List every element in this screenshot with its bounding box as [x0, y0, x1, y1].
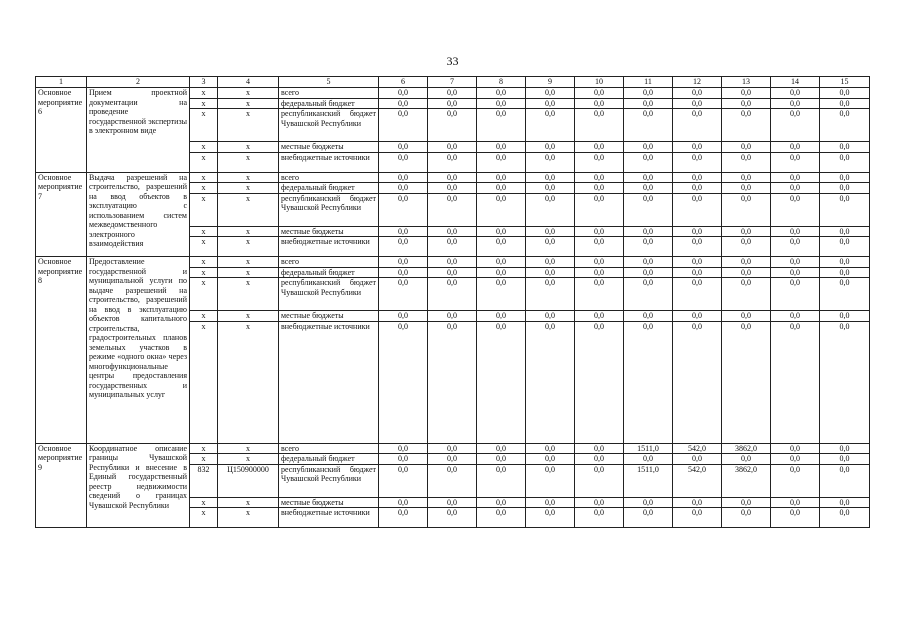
value-cell: 0,0 — [526, 226, 575, 237]
value-cell: 0,0 — [624, 183, 673, 194]
value-cell: 0,0 — [575, 98, 624, 109]
agency-code-cell: х — [190, 237, 218, 257]
funding-source-cell: всего — [279, 257, 379, 268]
value-cell: 0,0 — [428, 278, 477, 311]
value-cell: 0,0 — [722, 237, 771, 257]
value-cell: 0,0 — [771, 267, 820, 278]
budget-code-cell: х — [218, 454, 279, 465]
value-cell: 0,0 — [722, 321, 771, 443]
value-cell: 0,0 — [673, 454, 722, 465]
value-cell: 0,0 — [722, 257, 771, 268]
value-cell: 0,0 — [673, 193, 722, 226]
value-cell: 542,0 — [673, 443, 722, 454]
value-cell: 0,0 — [379, 237, 428, 257]
value-cell: 0,0 — [379, 152, 428, 172]
value-cell: 0,0 — [379, 172, 428, 183]
value-cell: 1511,0 — [624, 443, 673, 454]
funding-source-cell: местные бюджеты — [279, 311, 379, 322]
event-title-cell: Прием проектной документации на проведение государственной экспертизы в электронном виде — [87, 88, 190, 173]
value-cell: 0,0 — [673, 237, 722, 257]
value-cell: 0,0 — [722, 278, 771, 311]
value-cell: 0,0 — [477, 464, 526, 497]
value-cell: 0,0 — [820, 183, 870, 194]
value-cell: 0,0 — [722, 109, 771, 142]
value-cell: 0,0 — [771, 257, 820, 268]
value-cell: 0,0 — [575, 311, 624, 322]
value-cell: 0,0 — [722, 508, 771, 528]
budget-table — [35, 76, 870, 528]
value-cell: 0,0 — [526, 321, 575, 443]
header-cell-1: 1 — [36, 77, 87, 88]
header-cell-13: 13 — [722, 77, 771, 88]
funding-source-cell: внебюджетные источники — [279, 321, 379, 443]
value-cell: 0,0 — [771, 109, 820, 142]
value-cell: 3862,0 — [722, 443, 771, 454]
budget-code-cell: х — [218, 267, 279, 278]
budget-code-cell: х — [218, 183, 279, 194]
value-cell: 0,0 — [575, 237, 624, 257]
value-cell: 0,0 — [379, 321, 428, 443]
value-cell: 0,0 — [673, 321, 722, 443]
value-cell: 0,0 — [526, 152, 575, 172]
agency-code-cell: х — [190, 88, 218, 99]
value-cell: 0,0 — [820, 278, 870, 311]
value-cell: 0,0 — [477, 443, 526, 454]
value-cell: 0,0 — [477, 321, 526, 443]
value-cell: 0,0 — [477, 142, 526, 153]
header-cell-8: 8 — [477, 77, 526, 88]
value-cell: 0,0 — [526, 257, 575, 268]
funding-source-cell: всего — [279, 88, 379, 99]
value-cell: 0,0 — [624, 237, 673, 257]
header-cell-3: 3 — [190, 77, 218, 88]
value-cell: 0,0 — [575, 443, 624, 454]
value-cell: 0,0 — [673, 278, 722, 311]
value-cell: 0,0 — [722, 497, 771, 508]
agency-code-cell: 832 — [190, 464, 218, 497]
value-cell: 0,0 — [673, 226, 722, 237]
value-cell: 0,0 — [477, 172, 526, 183]
value-cell: 0,0 — [771, 183, 820, 194]
event-title-cell: Координатное описание границы Чувашской Республики и внесение в Единый государственный реестр недвижимости сведений о границах Чувашской Республики — [87, 443, 190, 528]
header-cell-9: 9 — [526, 77, 575, 88]
agency-code-cell: х — [190, 193, 218, 226]
header-cell-5: 5 — [279, 77, 379, 88]
value-cell: 1511,0 — [624, 464, 673, 497]
value-cell: 0,0 — [379, 464, 428, 497]
agency-code-cell: х — [190, 508, 218, 528]
value-cell: 0,0 — [624, 454, 673, 465]
value-cell: 0,0 — [428, 454, 477, 465]
value-cell: 0,0 — [575, 497, 624, 508]
value-cell: 0,0 — [820, 497, 870, 508]
value-cell: 0,0 — [722, 226, 771, 237]
value-cell: 0,0 — [722, 98, 771, 109]
value-cell: 0,0 — [820, 267, 870, 278]
value-cell: 0,0 — [722, 193, 771, 226]
value-cell: 0,0 — [820, 172, 870, 183]
budget-code-cell: х — [218, 278, 279, 311]
funding-source-cell: местные бюджеты — [279, 226, 379, 237]
value-cell: 0,0 — [526, 278, 575, 311]
value-cell: 0,0 — [477, 109, 526, 142]
value-cell: 0,0 — [575, 454, 624, 465]
value-cell: 0,0 — [428, 237, 477, 257]
agency-code-cell: х — [190, 142, 218, 153]
value-cell: 0,0 — [379, 267, 428, 278]
value-cell: 0,0 — [477, 311, 526, 322]
table-row — [36, 88, 870, 99]
value-cell: 0,0 — [575, 109, 624, 142]
budget-code-cell: х — [218, 88, 279, 99]
value-cell: 0,0 — [575, 193, 624, 226]
value-cell: 0,0 — [526, 443, 575, 454]
agency-code-cell: х — [190, 497, 218, 508]
budget-code-cell: х — [218, 237, 279, 257]
value-cell: 0,0 — [820, 257, 870, 268]
value-cell: 0,0 — [771, 152, 820, 172]
value-cell: 0,0 — [771, 142, 820, 153]
page-number: 33 — [446, 54, 459, 68]
value-cell: 0,0 — [820, 226, 870, 237]
table-row — [36, 443, 870, 454]
budget-code-cell: х — [218, 193, 279, 226]
value-cell: 0,0 — [526, 267, 575, 278]
value-cell: 0,0 — [673, 267, 722, 278]
budget-code-cell: Ц150900000 — [218, 464, 279, 497]
value-cell: 0,0 — [624, 321, 673, 443]
value-cell: 0,0 — [526, 464, 575, 497]
value-cell: 0,0 — [673, 508, 722, 528]
value-cell: 0,0 — [575, 142, 624, 153]
value-cell: 0,0 — [820, 237, 870, 257]
funding-source-cell: республиканский бюджет Чувашской Республики — [279, 464, 379, 497]
value-cell: 0,0 — [722, 267, 771, 278]
value-cell: 0,0 — [624, 508, 673, 528]
budget-code-cell: х — [218, 321, 279, 443]
value-cell: 0,0 — [575, 464, 624, 497]
header-cell-10: 10 — [575, 77, 624, 88]
header-cell-6: 6 — [379, 77, 428, 88]
value-cell: 0,0 — [477, 267, 526, 278]
agency-code-cell: х — [190, 109, 218, 142]
budget-code-cell: х — [218, 311, 279, 322]
value-cell: 0,0 — [526, 98, 575, 109]
event-name-cell: Основное мероприятие 8 — [36, 257, 87, 444]
value-cell: 0,0 — [624, 152, 673, 172]
funding-source-cell: внебюджетные источники — [279, 152, 379, 172]
value-cell: 0,0 — [379, 98, 428, 109]
value-cell: 0,0 — [820, 454, 870, 465]
funding-source-cell: всего — [279, 172, 379, 183]
value-cell: 0,0 — [771, 98, 820, 109]
funding-source-cell: республиканский бюджет Чувашской Республики — [279, 278, 379, 311]
budget-code-cell: х — [218, 172, 279, 183]
value-cell: 0,0 — [379, 193, 428, 226]
value-cell: 0,0 — [722, 142, 771, 153]
value-cell: 0,0 — [526, 88, 575, 99]
agency-code-cell: х — [190, 267, 218, 278]
value-cell: 0,0 — [428, 508, 477, 528]
value-cell: 0,0 — [379, 109, 428, 142]
value-cell: 0,0 — [428, 183, 477, 194]
budget-code-cell: х — [218, 508, 279, 528]
value-cell: 0,0 — [379, 454, 428, 465]
value-cell: 0,0 — [428, 193, 477, 226]
value-cell: 0,0 — [722, 183, 771, 194]
value-cell: 0,0 — [526, 142, 575, 153]
value-cell: 0,0 — [526, 311, 575, 322]
value-cell: 0,0 — [428, 109, 477, 142]
value-cell: 0,0 — [673, 98, 722, 109]
value-cell: 0,0 — [428, 152, 477, 172]
agency-code-cell: х — [190, 152, 218, 172]
value-cell: 0,0 — [771, 443, 820, 454]
value-cell: 0,0 — [624, 142, 673, 153]
value-cell: 0,0 — [428, 172, 477, 183]
budget-code-cell: х — [218, 497, 279, 508]
value-cell: 0,0 — [771, 508, 820, 528]
value-cell: 0,0 — [477, 226, 526, 237]
funding-source-cell: внебюджетные источники — [279, 237, 379, 257]
header-cell-11: 11 — [624, 77, 673, 88]
value-cell: 0,0 — [428, 226, 477, 237]
value-cell: 0,0 — [771, 278, 820, 311]
header-row — [36, 77, 870, 88]
value-cell: 0,0 — [477, 183, 526, 194]
value-cell: 0,0 — [526, 454, 575, 465]
value-cell: 0,0 — [624, 311, 673, 322]
value-cell: 0,0 — [379, 257, 428, 268]
budget-code-cell: х — [218, 443, 279, 454]
event-title-cell: Предоставление государственной и муниципальной услуги по выдаче разрешений на строительство, разрешений на ввод в эксплуатацию объектов капитального строительства, градостроительных планов земельных участков в режиме «одного окна» через многофункциональные центры предоставления государственных и муниципальных услуг — [87, 257, 190, 444]
value-cell: 0,0 — [624, 226, 673, 237]
funding-source-cell: федеральный бюджет — [279, 267, 379, 278]
value-cell: 0,0 — [477, 454, 526, 465]
value-cell: 0,0 — [771, 311, 820, 322]
value-cell: 0,0 — [820, 98, 870, 109]
value-cell: 0,0 — [820, 464, 870, 497]
value-cell: 0,0 — [771, 237, 820, 257]
value-cell: 0,0 — [673, 152, 722, 172]
value-cell: 0,0 — [771, 321, 820, 443]
funding-source-cell: местные бюджеты — [279, 142, 379, 153]
value-cell: 0,0 — [428, 321, 477, 443]
value-cell: 0,0 — [722, 454, 771, 465]
header-cell-12: 12 — [673, 77, 722, 88]
value-cell: 0,0 — [820, 311, 870, 322]
value-cell: 0,0 — [526, 183, 575, 194]
value-cell: 0,0 — [477, 193, 526, 226]
value-cell: 0,0 — [379, 226, 428, 237]
value-cell: 0,0 — [771, 454, 820, 465]
value-cell: 0,0 — [526, 237, 575, 257]
value-cell: 0,0 — [673, 311, 722, 322]
value-cell: 0,0 — [575, 88, 624, 99]
value-cell: 0,0 — [673, 257, 722, 268]
value-cell: 0,0 — [673, 88, 722, 99]
value-cell: 0,0 — [379, 142, 428, 153]
value-cell: 0,0 — [526, 172, 575, 183]
value-cell: 0,0 — [624, 172, 673, 183]
value-cell: 0,0 — [575, 183, 624, 194]
value-cell: 0,0 — [820, 321, 870, 443]
agency-code-cell: х — [190, 257, 218, 268]
value-cell: 0,0 — [428, 257, 477, 268]
value-cell: 0,0 — [624, 257, 673, 268]
agency-code-cell: х — [190, 278, 218, 311]
agency-code-cell: х — [190, 321, 218, 443]
value-cell: 0,0 — [722, 152, 771, 172]
funding-source-cell: республиканский бюджет Чувашской Республики — [279, 193, 379, 226]
value-cell: 0,0 — [771, 88, 820, 99]
value-cell: 0,0 — [477, 497, 526, 508]
value-cell: 0,0 — [575, 257, 624, 268]
value-cell: 0,0 — [771, 193, 820, 226]
value-cell: 0,0 — [575, 226, 624, 237]
header-cell-2: 2 — [87, 77, 190, 88]
value-cell: 0,0 — [673, 172, 722, 183]
event-title-cell: Выдача разрешений на строительство, разрешений на ввод объектов в эксплуатацию с использованием систем межведомственного электронного взаимодействия — [87, 172, 190, 257]
value-cell: 0,0 — [428, 98, 477, 109]
funding-source-cell: республиканский бюджет Чувашской Республики — [279, 109, 379, 142]
value-cell: 0,0 — [673, 183, 722, 194]
header-cell-4: 4 — [218, 77, 279, 88]
value-cell: 0,0 — [624, 109, 673, 142]
value-cell: 0,0 — [428, 464, 477, 497]
value-cell: 0,0 — [820, 152, 870, 172]
event-name-cell: Основное мероприятие 9 — [36, 443, 87, 528]
value-cell: 0,0 — [575, 321, 624, 443]
value-cell: 0,0 — [820, 193, 870, 226]
value-cell: 0,0 — [722, 311, 771, 322]
value-cell: 3862,0 — [722, 464, 771, 497]
value-cell: 0,0 — [624, 98, 673, 109]
agency-code-cell: х — [190, 443, 218, 454]
value-cell: 0,0 — [575, 508, 624, 528]
value-cell: 0,0 — [379, 508, 428, 528]
value-cell: 0,0 — [477, 508, 526, 528]
value-cell: 0,0 — [477, 278, 526, 311]
value-cell: 0,0 — [771, 226, 820, 237]
value-cell: 0,0 — [673, 109, 722, 142]
agency-code-cell: х — [190, 454, 218, 465]
value-cell: 0,0 — [477, 98, 526, 109]
value-cell: 0,0 — [575, 172, 624, 183]
value-cell: 0,0 — [526, 508, 575, 528]
table-row — [36, 172, 870, 183]
value-cell: 542,0 — [673, 464, 722, 497]
funding-source-cell: федеральный бюджет — [279, 98, 379, 109]
value-cell: 0,0 — [526, 193, 575, 226]
value-cell: 0,0 — [526, 109, 575, 142]
header-cell-15: 15 — [820, 77, 870, 88]
value-cell: 0,0 — [820, 88, 870, 99]
funding-source-cell: федеральный бюджет — [279, 183, 379, 194]
budget-code-cell: х — [218, 142, 279, 153]
value-cell: 0,0 — [477, 152, 526, 172]
budget-code-cell: х — [218, 98, 279, 109]
funding-source-cell: федеральный бюджет — [279, 454, 379, 465]
value-cell: 0,0 — [477, 88, 526, 99]
value-cell: 0,0 — [624, 193, 673, 226]
funding-source-cell: всего — [279, 443, 379, 454]
value-cell: 0,0 — [379, 183, 428, 194]
budget-code-cell: х — [218, 226, 279, 237]
budget-code-cell: х — [218, 152, 279, 172]
budget-code-cell: х — [218, 109, 279, 142]
value-cell: 0,0 — [820, 142, 870, 153]
value-cell: 0,0 — [428, 88, 477, 99]
value-cell: 0,0 — [379, 88, 428, 99]
value-cell: 0,0 — [673, 497, 722, 508]
value-cell: 0,0 — [624, 278, 673, 311]
value-cell: 0,0 — [575, 152, 624, 172]
agency-code-cell: х — [190, 172, 218, 183]
header-cell-7: 7 — [428, 77, 477, 88]
value-cell: 0,0 — [624, 267, 673, 278]
value-cell: 0,0 — [575, 267, 624, 278]
value-cell: 0,0 — [771, 172, 820, 183]
value-cell: 0,0 — [575, 278, 624, 311]
value-cell: 0,0 — [428, 267, 477, 278]
value-cell: 0,0 — [526, 497, 575, 508]
value-cell: 0,0 — [428, 142, 477, 153]
value-cell: 0,0 — [722, 88, 771, 99]
value-cell: 0,0 — [624, 88, 673, 99]
value-cell: 0,0 — [820, 443, 870, 454]
value-cell: 0,0 — [428, 311, 477, 322]
agency-code-cell: х — [190, 226, 218, 237]
budget-code-cell: х — [218, 257, 279, 268]
value-cell: 0,0 — [477, 237, 526, 257]
value-cell: 0,0 — [379, 443, 428, 454]
agency-code-cell: х — [190, 98, 218, 109]
value-cell: 0,0 — [379, 497, 428, 508]
value-cell: 0,0 — [379, 311, 428, 322]
value-cell: 0,0 — [820, 508, 870, 528]
value-cell: 0,0 — [428, 443, 477, 454]
agency-code-cell: х — [190, 311, 218, 322]
value-cell: 0,0 — [379, 278, 428, 311]
value-cell: 0,0 — [820, 109, 870, 142]
value-cell: 0,0 — [673, 142, 722, 153]
event-name-cell: Основное мероприятие 7 — [36, 172, 87, 257]
funding-source-cell: внебюджетные источники — [279, 508, 379, 528]
value-cell: 0,0 — [477, 257, 526, 268]
header-cell-14: 14 — [771, 77, 820, 88]
event-name-cell: Основное мероприятие 6 — [36, 88, 87, 173]
funding-source-cell: местные бюджеты — [279, 497, 379, 508]
agency-code-cell: х — [190, 183, 218, 194]
value-cell: 0,0 — [771, 497, 820, 508]
value-cell: 0,0 — [428, 497, 477, 508]
value-cell: 0,0 — [624, 497, 673, 508]
value-cell: 0,0 — [722, 172, 771, 183]
table-row — [36, 257, 870, 268]
value-cell: 0,0 — [771, 464, 820, 497]
